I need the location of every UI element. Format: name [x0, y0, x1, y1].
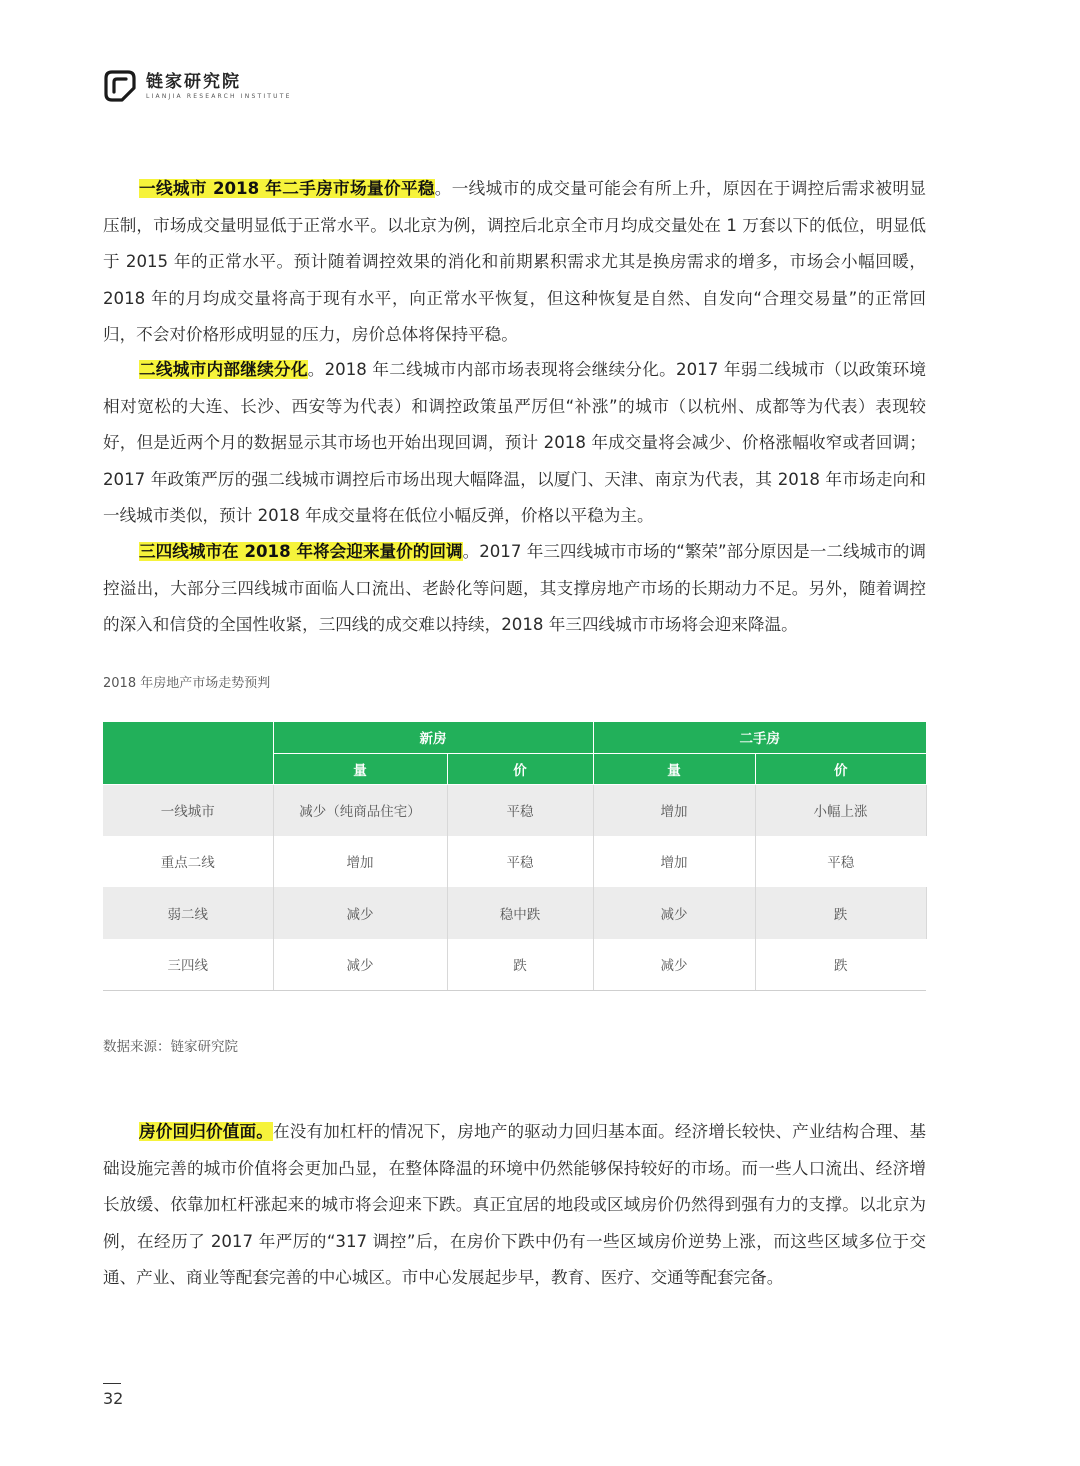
paragraph-body: 。一线城市的成交量可能会有所上升，原因在于调控后需求被明显压制，市场成交量明显低于正常水平。以北京为例，调控后北京全市月均成交量处在 1 万套以下的低位，明显低于 2015 年的正常水平。预计随着调控效果的消化和前期累积需求尤其是换房需求的增多，市场会小幅回暖，2018 年的月均成交量将高于现有水平，向正常水平恢复，但这种恢复是自然、自发向“合理交易量”的正常回归，不会对价格形成明显的压力，房价总体将保持平稳。 [103, 179, 926, 344]
table-row [103, 784, 926, 836]
highlight-first-tier: 一线城市 2018 年二手房市场量价平稳 [139, 179, 435, 198]
table-cell: 增加 [593, 836, 755, 888]
page-number: 32 [103, 1389, 124, 1408]
table-cell: 减少 [273, 939, 447, 991]
table-group-header-row [103, 722, 926, 753]
header-new-house: 新房 [273, 722, 593, 753]
row-label: 三四线 [103, 939, 273, 991]
highlight-third-fourth-tier: 三四线城市在 2018 年将会迎来量价的回调 [139, 542, 463, 561]
brand-name-en: LIANJIA RESEARCH INSTITUTE [146, 92, 292, 100]
paragraph-second-tier [103, 352, 926, 535]
brand-logo [102, 66, 292, 106]
paragraph-body: 在没有加杠杆的情况下，房地产的驱动力回归基本面。经济增长较快、产业结构合理、基础设施完善的城市价值将会更加凸显，在整体降温的环境中仍然能够保持较好的市场。而一些人口流出、经济增长放缓、依靠加杠杆涨起来的城市将会迎来下跌。真正宜居的地段或区域房价仍然得到强有力的支撑。以北京为例，在经历了 2017 年严厉的“317 调控”后，在房价下跌中仍有一些区域房价逆势上涨，而这些区域多位于交通、产业、商业等配套完善的中心城区。市中心发展起步早，教育、医疗、交通等配套完备。 [103, 1122, 926, 1287]
row-label: 弱二线 [103, 887, 273, 939]
table-corner-cell [103, 722, 273, 784]
table-row [103, 939, 926, 991]
table-cell: 平稳 [755, 836, 926, 888]
table-cell: 减少（纯商品住宅） [273, 784, 447, 836]
lianjia-logo-icon [102, 68, 138, 104]
row-label: 重点二线 [103, 836, 273, 888]
table-caption: 2018 年房地产市场走势预判 [103, 676, 271, 691]
market-forecast-table [103, 722, 927, 991]
table-cell: 跌 [447, 939, 593, 991]
paragraph-first-tier [103, 171, 926, 354]
row-label: 一线城市 [103, 784, 273, 836]
paragraph-body: 。2017 年三四线城市市场的“繁荣”部分原因是一二线城市的调控溢出，大部分三四线城市面临人口流出、老龄化等问题，其支撑房地产市场的长期动力不足。另外，随着调控的深入和信贷的全国性收紧，三四线的成交难以持续，2018 年三四线城市市场将会迎来降温。 [103, 542, 926, 634]
table-cell: 稳中跌 [447, 887, 593, 939]
table-cell: 增加 [273, 836, 447, 888]
table-cell: 增加 [593, 784, 755, 836]
table-cell: 减少 [273, 887, 447, 939]
data-source-note: 数据来源：链家研究院 [103, 1039, 238, 1055]
header-new-price: 价 [447, 753, 593, 784]
page-number-rule [103, 1383, 121, 1384]
table-cell: 减少 [593, 939, 755, 991]
highlight-value-return: 房价回归价值面。 [139, 1122, 273, 1141]
table-cell: 减少 [593, 887, 755, 939]
paragraph-third-fourth-tier [103, 534, 926, 644]
brand-name: 链家研究院 [146, 71, 241, 92]
header-new-volume: 量 [273, 753, 447, 784]
header-second-price: 价 [755, 753, 926, 784]
highlight-second-tier: 二线城市内部继续分化 [139, 360, 308, 379]
header-second-hand: 二手房 [593, 722, 926, 753]
paragraph-body: 。2018 年二线城市内部市场表现将会继续分化。2017 年弱二线城市（以政策环境相对宽松的大连、长沙、西安等为代表）和调控政策虽严厉但“补涨”的城市（以杭州、成都等为代表）表现较好，但是近两个月的数据显示其市场也开始出现回调，预计 2018 年成交量将会减少、价格涨幅收窄或者回调；2017 年政策严厉的强二线城市调控后市场出现大幅降温，以厦门、天津、南京为代表，其 2018 年市场走向和一线城市类似，预计 2018 年成交量将在低位小幅反弹，价格以平稳为主。 [103, 360, 927, 525]
table-cell: 平稳 [447, 784, 593, 836]
table-cell: 跌 [755, 939, 926, 991]
table-cell: 平稳 [447, 836, 593, 888]
table-row [103, 836, 926, 888]
table-row [103, 887, 926, 939]
paragraph-value-return [103, 1114, 926, 1297]
header-second-volume: 量 [593, 753, 755, 784]
table-cell: 跌 [755, 887, 926, 939]
table-cell: 小幅上涨 [755, 784, 926, 836]
